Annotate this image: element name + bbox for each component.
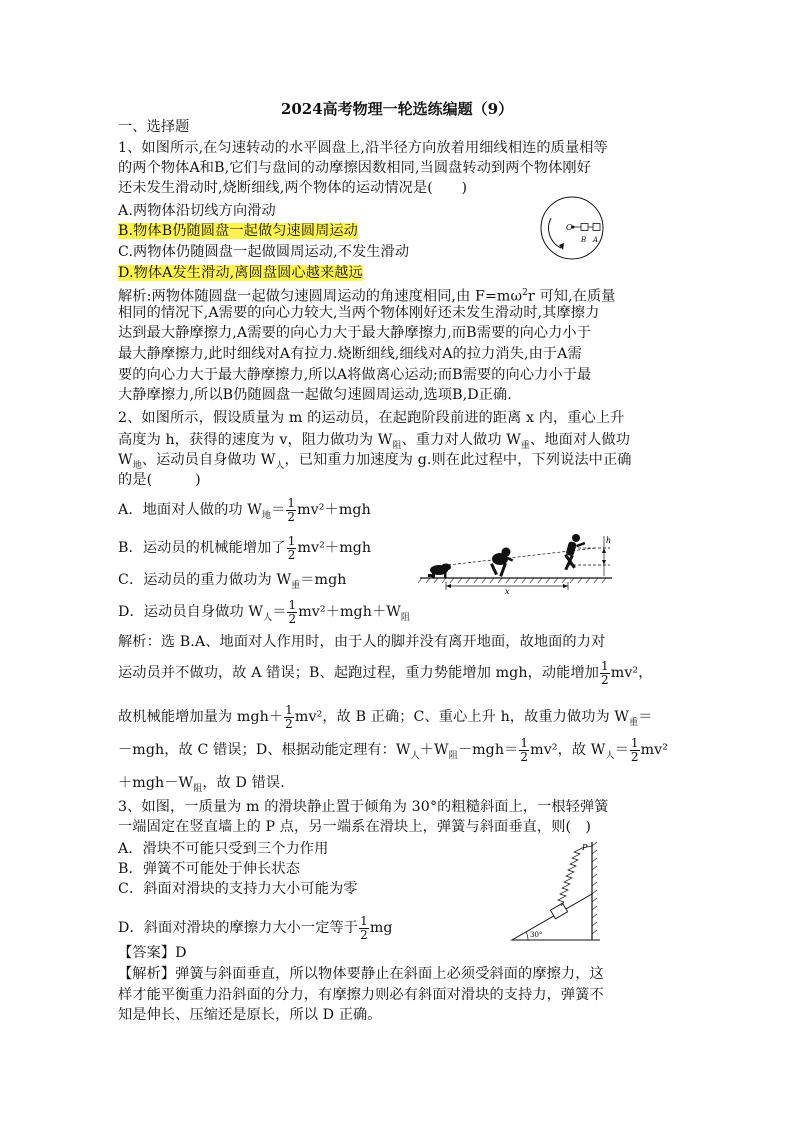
q2-stem-line: 高度为 h，获得的速度为 v，阻力做功为 $W_阻$、重力对人做功 $W_重$、地面对人做功 xyxy=(118,432,631,451)
q3-analysis-line: 样才能平衡重力沿斜面的分力，有摩擦力则必有斜面对滑块的支持力，弹簧不 xyxy=(118,987,604,1003)
rotating-disc-figure xyxy=(537,190,607,270)
q3-option-b: B．弹簧不可能处于伸长状态 xyxy=(118,861,300,877)
q1-analysis-line: 大静摩擦力,所以B仍随圆盘一起做匀速圆周运动,选项B,D正确. xyxy=(118,387,512,403)
q1-analysis-line: 达到最大静摩擦力,A需要的向心力大于最大静摩擦力,而B需要的向心力小于 xyxy=(118,325,592,341)
fraction-half: $\frac{1}{2}$ xyxy=(601,658,609,687)
page-title: 2024高考物理一轮选练编题（9） xyxy=(280,100,514,118)
q2-analysis-line: 解析：选 B.A、地面对人作用时，由于人的脚并没有离开地面，故地面的力对 xyxy=(118,634,606,650)
q2-stem-line: 2、如图所示，假设质量为 m 的运动员，在起跑阶段前进的距离 x 内，重心上升 xyxy=(118,410,625,426)
q2-stem-line: $W_地$、运动员自身做功 $W_人$，已知重力加速度为 g.则在此过程中，下列说法中正确 xyxy=(118,452,632,471)
label-angle: 30° xyxy=(530,931,543,939)
q1-option-c: C.两物体仍随圆盘一起做圆周运动,不发生滑动 xyxy=(118,244,410,260)
q3-analysis-line: 【解析】弹簧与斜面垂直，所以物体要静止在斜面上必须受斜面的摩擦力，这 xyxy=(118,966,604,982)
q3-option-a: A．滑块不可能只受到三个力作用 xyxy=(118,841,329,857)
q1-option-a: A.两物体沿切线方向滑动 xyxy=(118,203,276,219)
q1-option-d-highlighted: D.物体A发生滑动,离圆盘圆心越来越远 xyxy=(118,265,363,281)
label-a: A xyxy=(593,236,599,244)
q3-option-c: C．斜面对滑块的支持力大小可能为零 xyxy=(118,881,358,897)
q2-option-d: D．运动员自身做功 $W_人=$ $\frac{1}{2}$ $mv^2+mgh+W_阻$ xyxy=(118,597,411,626)
fraction-half: $\frac{1}{2}$ xyxy=(288,597,297,626)
q3-answer: 【答案】D xyxy=(118,945,187,961)
fraction-half: $\frac{1}{2}$ xyxy=(287,495,296,524)
q2-analysis-line: －mgh，故 C 错误；D、根据动能定理有：$W_人+W_阻-mgh=$ $\frac{1}{2}$ mv²，故 $W_人=$ $\frac{1}{2}$ mv² xyxy=(118,735,669,764)
q3-analysis-line: 知是伸长、压缩还是原长，所以 D 正确。 xyxy=(118,1007,382,1023)
label-o: O xyxy=(566,223,573,232)
q2-option-b: B．运动员的机械能增加了 $\frac{1}{2}$ mv²＋mgh xyxy=(118,533,372,562)
incline-spring-figure xyxy=(508,840,604,944)
q2-analysis-line: $+mgh-W_阻$，故 D 错误. xyxy=(118,775,285,794)
fraction-half: $\frac{1}{2}$ xyxy=(520,735,529,764)
fraction-half: $\frac{1}{2}$ xyxy=(287,533,296,562)
label-x: x xyxy=(505,587,510,596)
fraction-half: $\frac{1}{2}$ xyxy=(285,702,293,731)
section-heading: 一、选择题 xyxy=(118,119,190,135)
fraction-half: $\frac{1}{2}$ xyxy=(630,735,639,764)
label-b: B xyxy=(581,236,587,244)
q3-stem-line: 一端固定在竖直墙上的 P 点，另一端系在滑块上，弹簧与斜面垂直，则( ) xyxy=(118,819,592,835)
q3-stem-line: 3、如图，一质量为 m 的滑块静止置于倾角为 30°的粗糙斜面上，一根轻弹簧 xyxy=(118,799,609,815)
q1-stem-line: 1、如图所示,在匀速转动的水平圆盘上,沿半径方向放着用细线相连的质量相等 xyxy=(118,140,608,156)
q2-stem-line: 的是( ) xyxy=(118,472,201,488)
q1-option-b-highlighted: B.物体B仍随圆盘一起做匀速圆周运动 xyxy=(118,223,358,239)
q1-analysis-line: 相同的情况下,A需要的向心力较大,当两个物体刚好还未发生滑动时,其摩擦力 xyxy=(118,305,600,321)
q2-option-a: A．地面对人做的功 $W_地=$ $\frac{1}{2}$ mv²＋mgh xyxy=(118,495,371,524)
q2-option-c: C．运动员的重力做功为 $W_重=mgh$ xyxy=(118,572,347,591)
q3-option-d: D．斜面对滑块的摩擦力大小一定等于 $\frac{1}{2}$ mg xyxy=(118,913,393,942)
q2-analysis-line: 故机械能增加量为 mgh＋ $\frac{1}{2}$ mv²，故 B 正确；C、重心上升 h，故重力做功为 $W_重=$ xyxy=(118,702,653,731)
q1-analysis-line: 解析:两物体随圆盘一起做匀速圆周运动的角速度相同,由 $F=m\omega^2r$ 可知,在质量 xyxy=(118,288,616,305)
label-h: h xyxy=(606,536,612,545)
q1-analysis-line: 最大静摩擦力,此时细线对A有拉力.烧断细线,细线对A的拉力消失,由于A需 xyxy=(118,346,582,362)
label-p: P xyxy=(582,843,588,852)
fraction-half: $\frac{1}{2}$ xyxy=(360,913,368,942)
q2-analysis-line: 运动员并不做功，故 A 错误；B、起跑过程，重力势能增加 mgh，动能增加 $\frac{1}{2}$ mv²， xyxy=(118,658,653,687)
q1-analysis-line: 要的向心力大于最大静摩擦力,所以A将做离心运动;而B需要的向心力小于最 xyxy=(118,367,592,383)
q1-stem-line: 的两个物体A和B,它们与盘间的动摩擦因数相同,当圆盘转动到两个物体刚好 xyxy=(118,160,592,176)
q1-stem-line: 还未发生滑动时,烧断细线,两个物体的运动情况是( ) xyxy=(118,180,468,196)
sprinter-start-figure xyxy=(418,528,618,600)
